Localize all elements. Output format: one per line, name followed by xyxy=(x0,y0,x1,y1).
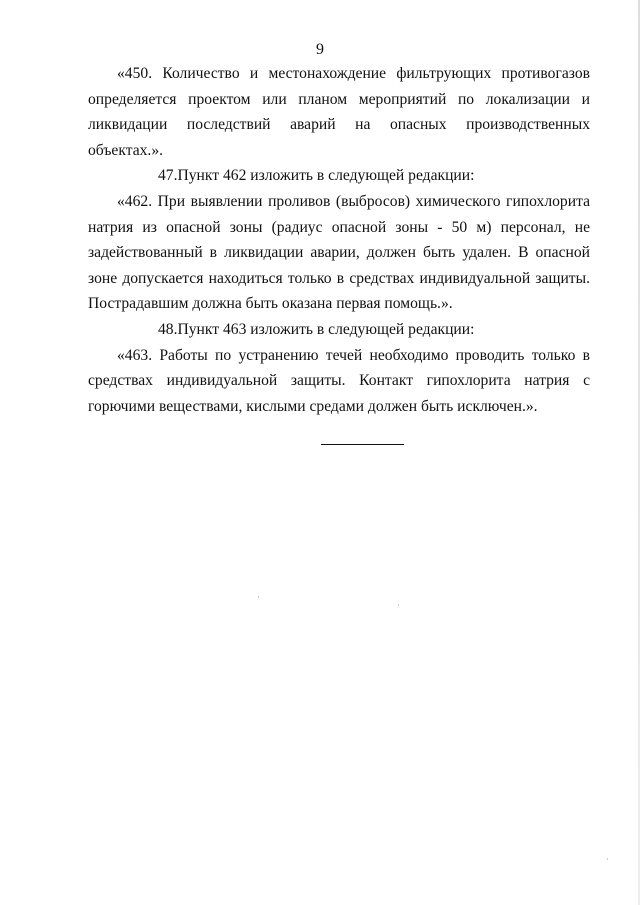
paragraph-462: «462. При выявлении проливов (выбросов) химического гипохлорита натрия из опасной зоны (радиус опасной зоны - 50 м) персонал, не задействованный в ликвидации аварии, должен быть удален. В опасной зоне допускается находиться только в средствах индивидуальной защиты. Пострадавшим должна быть оказана первая помощь.». xyxy=(88,192,590,313)
item-48 xyxy=(88,317,590,343)
item-48-number: 48. xyxy=(158,320,178,338)
paragraph-463: «463. Работы по устранению течей необходимо проводить только в средствах индивидуальной защиты. Контакт гипохлорита натрия с горючими веществами, кислыми средами должен быть исключен.». xyxy=(88,346,590,415)
item-47 xyxy=(88,163,590,189)
item-48-text: Пункт 463 изложить в следующей редакции: xyxy=(177,320,475,338)
item-47-number: 47. xyxy=(158,167,178,185)
end-separator-line xyxy=(321,444,404,445)
paragraph-450: «450. Количество и местонахождение фильтрующих противогазов определяется проектом или планом мероприятий по локализации и ликвидации последствий аварий на опасных производственных объектах.». xyxy=(88,65,590,159)
item-47-text: Пункт 462 изложить в следующей редакции: xyxy=(177,167,475,185)
page-number: 9 xyxy=(316,41,324,58)
scan-speck xyxy=(607,858,608,860)
scan-speck xyxy=(398,604,399,606)
scan-speck xyxy=(258,596,259,598)
document-body xyxy=(88,61,590,419)
